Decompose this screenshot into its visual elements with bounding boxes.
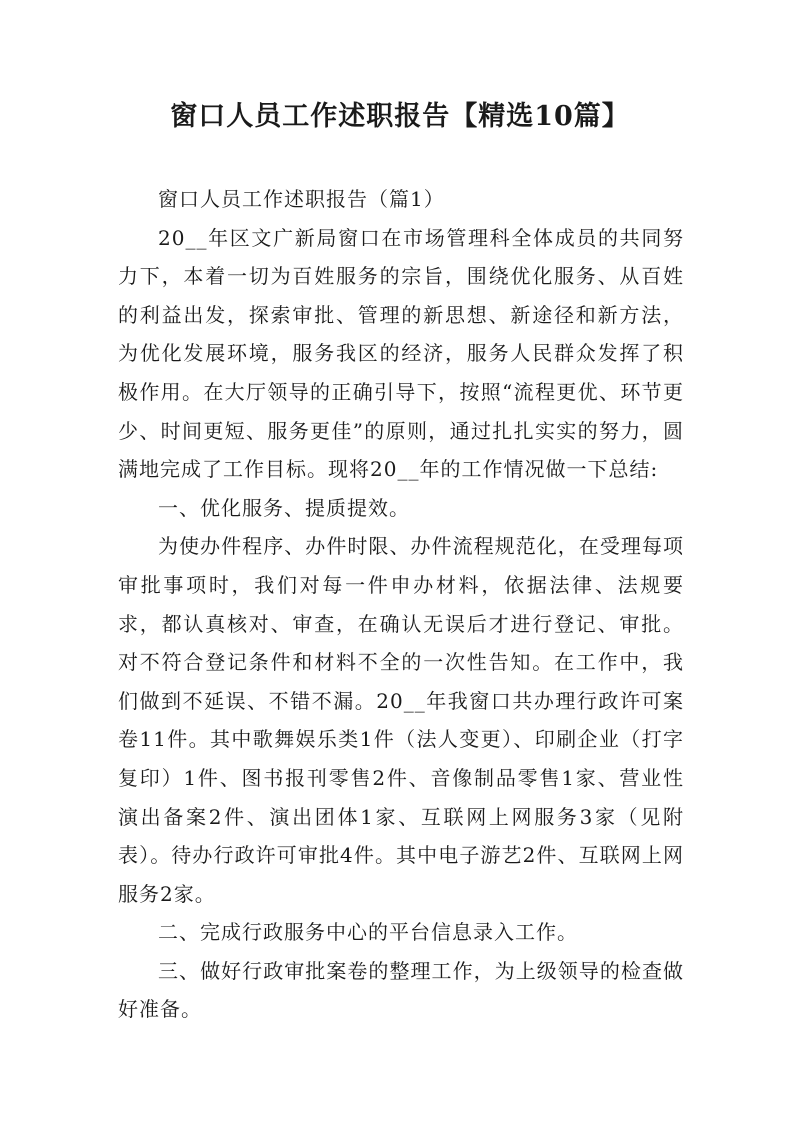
subsection-heading: 一、优化服务、提质提效。 [158, 495, 410, 520]
body-paragraph: 为使办件程序、办件时限、办件流程规范化，在受理每项审批事项时，我们对每一件申办材料，依据法律、法规要求，都认真核对、审查，在确认无误后才进行登记、审批。对不符合登记条件和材料不全的一次性告知。在工作中，我们做到不延误、不错不漏。20__年我窗口共办理行政许可案卷11件。其中歌舞娱乐类1件（法人变更）、印刷企业（打字复印）1件、图书报刊零售2件、音像制品零售1家、营业性演出备案2件、演出团体1家、互联网上网服务3家（见附表）。待办行政许可审批4件。其中电子游艺2件、互联网上网服务2家。 [118, 534, 684, 906]
section-heading: 窗口人员工作述职报告（篇1） [158, 187, 445, 211]
body-paragraph: 20__年区文广新局窗口在市场管理科全体成员的共同努力下，本着一切为百姓服务的宗旨，围绕优化服务、从百姓的利益出发，探索审批、管理的新思想、新途径和新方法，为优化发展环境，服务我区的经济，服务人民群众发挥了积极作用。在大厅领导的正确引导下，按照“流程更优、环节更少、时间更短、服务更佳”的原则，通过扎扎实实的努力，圆满地完成了工作目标。现将20__年的工作情况做一下总结: [118, 225, 684, 482]
subsection-heading: 二、完成行政服务中心的平台信息录入工作。 [158, 920, 578, 945]
document-body [118, 180, 684, 1029]
document-title: 窗口人员工作述职报告【精选10篇】 [170, 101, 630, 132]
subsection-heading: 三、做好行政审批案卷的整理工作，为上级领导的检查做好准备。 [118, 958, 684, 1022]
